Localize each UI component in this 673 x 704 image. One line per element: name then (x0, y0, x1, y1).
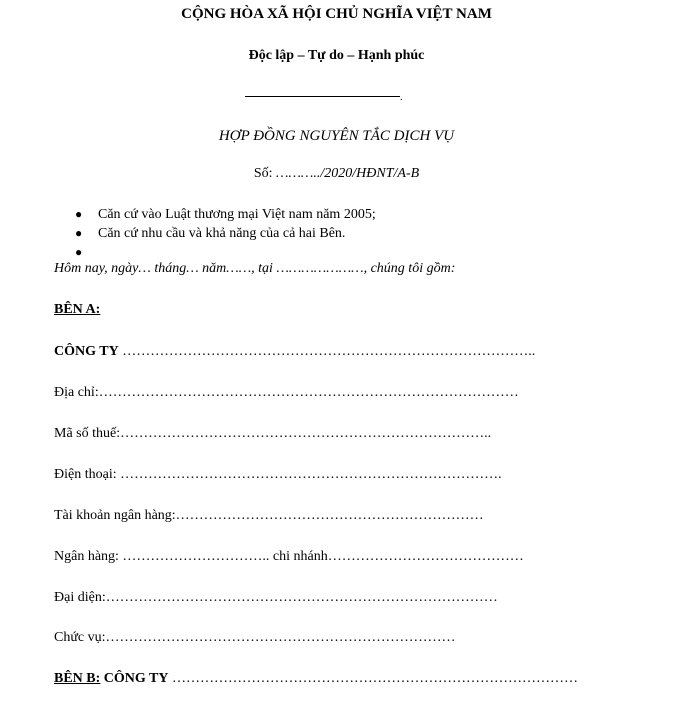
party-a-position: Chức vụ:………………………………………………………………… (54, 630, 456, 645)
party-a-tax-code: Mã số thuế:…………………………………………………………………….. (54, 426, 492, 441)
party-b-company-label: CÔNG TY (100, 671, 169, 686)
party-a-company (54, 344, 535, 360)
party-b-company-dots: …………………………………………………………………………… (168, 671, 578, 686)
party-a-heading: BÊN A: (54, 302, 101, 317)
party-a-bank: Ngân hàng: ………………………….. chi nhánh…………………………………… (54, 549, 524, 564)
bullet-icon: ● (75, 226, 83, 240)
company-dots: …………………………………………………………………………….. (118, 344, 536, 359)
party-a-phone: Điện thoại: ………………………………………………………………………. (54, 467, 502, 482)
contract-title: HỢP ĐỒNG NGUYÊN TẮC DỊCH VỤ (218, 128, 455, 144)
bullet-icon: ● (75, 245, 83, 259)
motto-heading: Độc lập – Tự do – Hạnh phúc (248, 48, 425, 63)
contract-number-value: ………../2020/HĐNT/A-B (276, 166, 420, 181)
list-item-text: Căn cứ nhu cầu và khả năng của cả hai Bên. (98, 226, 346, 241)
divider-line (245, 96, 400, 97)
party-a-address: Địa chỉ:……………………………………………………………………………… (54, 385, 519, 400)
contract-number (0, 166, 673, 182)
list-item-text: Căn cứ vào Luật thương mại Việt nam năm 2005; (98, 207, 376, 222)
party-b-line (54, 671, 578, 687)
divider-tail: . (400, 92, 403, 103)
party-a-bank-account: Tài khoản ngân hàng:………………………………………………………… (54, 508, 484, 523)
party-a-representative: Đại diện:………………………………………………………………………… (54, 590, 498, 605)
intro-line: Hôm nay, ngày… tháng… năm……, tại …………………, chúng tôi gồm: (54, 261, 456, 276)
party-b-heading: BÊN B: (54, 671, 101, 686)
nation-heading: CỘNG HÒA XÃ HỘI CHỦ NGHĨA VIỆT NAM (181, 6, 492, 22)
company-label: CÔNG TY (54, 344, 119, 359)
bullet-icon: ● (75, 207, 83, 221)
contract-number-label: Số: (253, 166, 277, 181)
